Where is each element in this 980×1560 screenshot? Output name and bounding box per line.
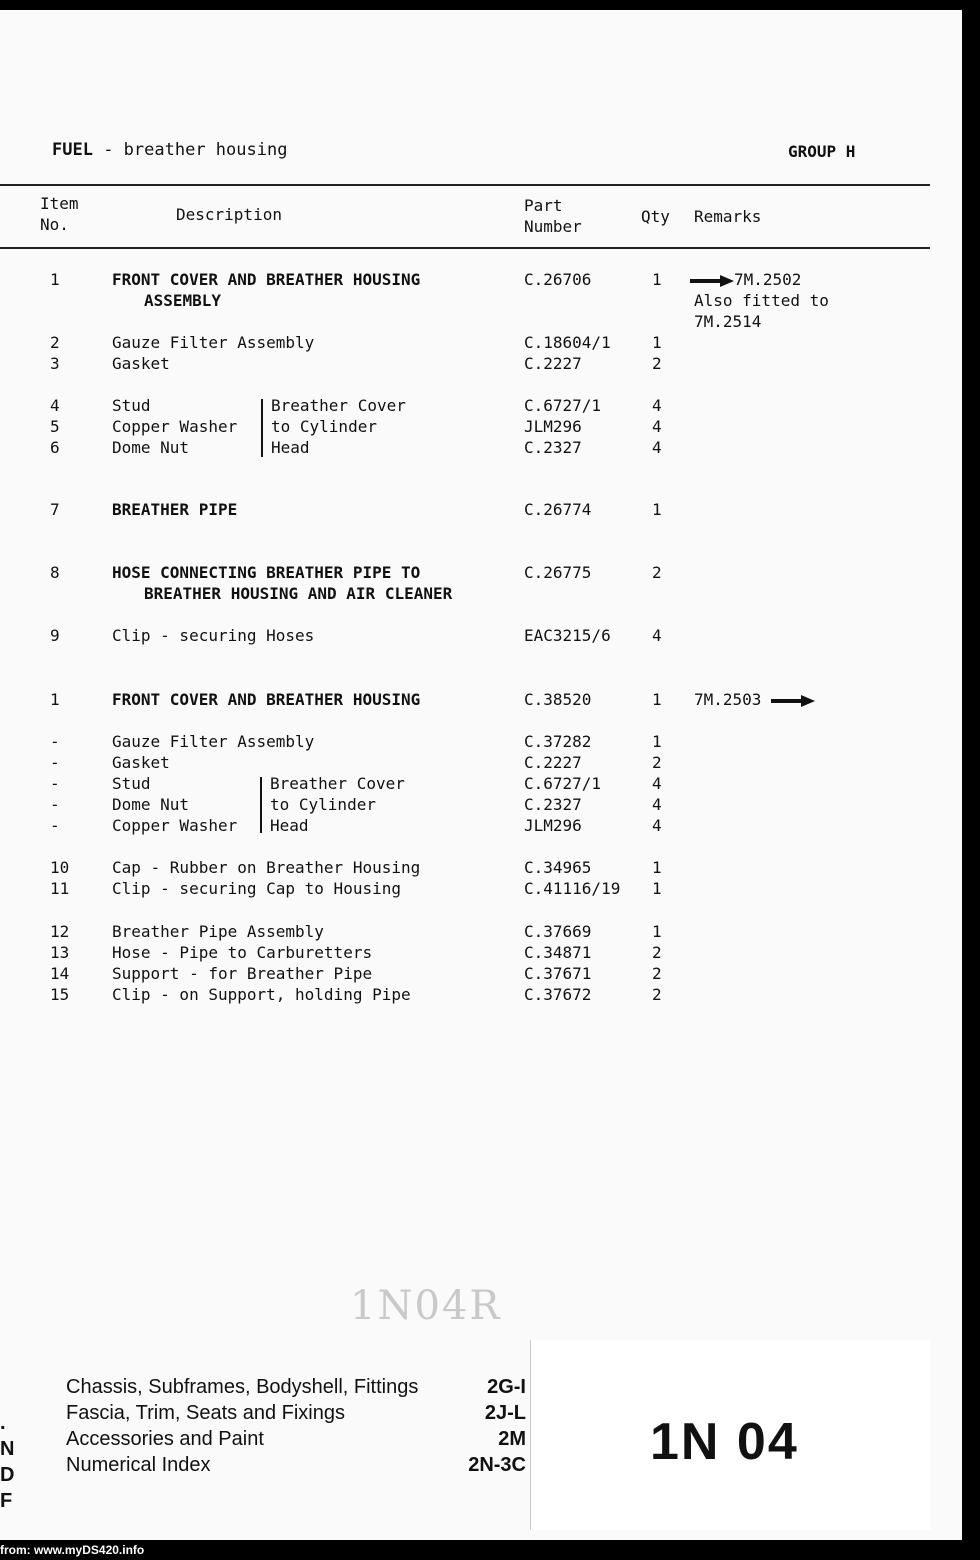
index-code: 2J-L xyxy=(484,1402,526,1424)
bracket-note-b-2: to Cylinder xyxy=(270,795,376,814)
part-description: Copper Washer xyxy=(112,417,238,436)
part-number: JLM296 xyxy=(524,816,582,835)
item-number: 13 xyxy=(50,943,70,962)
col-remarks: Remarks xyxy=(694,207,762,226)
quantity: 2 xyxy=(652,964,662,983)
index-row xyxy=(66,1428,526,1454)
item-number: - xyxy=(50,753,60,772)
part-description: FRONT COVER AND BREATHER HOUSING xyxy=(112,690,421,709)
header-rule-bottom xyxy=(0,247,930,249)
handwritten-mark: 1N04R xyxy=(350,1283,502,1329)
item-number: - xyxy=(50,774,60,793)
item-number: 10 xyxy=(50,858,70,877)
part-number: C.34871 xyxy=(524,943,592,962)
quantity: 1 xyxy=(652,922,662,941)
part-number: C.37282 xyxy=(524,732,592,751)
item-number: 12 xyxy=(50,922,70,941)
part-description: Gasket xyxy=(112,753,170,772)
part-number: EAC3215/6 xyxy=(524,626,611,645)
part-number: C.26774 xyxy=(524,500,592,519)
remark-text: 7M.2514 xyxy=(694,312,762,331)
col-description: Description xyxy=(176,205,282,224)
quantity: 4 xyxy=(652,438,662,457)
item-number: 15 xyxy=(50,985,70,1004)
part-number: C.26775 xyxy=(524,563,592,582)
quantity: 4 xyxy=(652,626,662,645)
part-description-cont: BREATHER HOUSING AND AIR CLEANER xyxy=(144,584,453,603)
quantity: 2 xyxy=(652,943,662,962)
quantity: 1 xyxy=(652,500,662,519)
part-number: C.26706 xyxy=(524,270,592,289)
part-description: Cap - Rubber on Breather Housing xyxy=(112,858,421,877)
quantity: 1 xyxy=(652,732,662,751)
quantity: 4 xyxy=(652,816,662,835)
index-row xyxy=(66,1402,526,1428)
section-index xyxy=(66,1376,526,1480)
item-number: 3 xyxy=(50,354,60,373)
section-title: FUEL xyxy=(52,140,93,160)
page-heading xyxy=(52,140,287,160)
part-number: C.6727/1 xyxy=(524,396,602,415)
header-rule-top xyxy=(0,184,930,186)
item-number: 2 xyxy=(50,333,60,352)
part-description: Gauze Filter Assembly xyxy=(112,732,315,751)
part-description: FRONT COVER AND BREATHER HOUSING xyxy=(112,270,421,289)
quantity: 2 xyxy=(652,985,662,1004)
bracket-note-a-3: Head xyxy=(271,438,310,457)
part-number: C.18604/1 xyxy=(524,333,611,352)
item-number: 1 xyxy=(50,270,60,289)
index-row xyxy=(66,1376,526,1402)
part-description: Clip - securing Cap to Housing xyxy=(112,879,401,898)
bracket-note-b-3: Head xyxy=(270,816,309,835)
part-description: HOSE CONNECTING BREATHER PIPE TO xyxy=(112,563,421,582)
part-description: Stud xyxy=(112,774,151,793)
part-description-cont: ASSEMBLY xyxy=(144,291,222,310)
quantity: 1 xyxy=(652,270,662,289)
part-description: BREATHER PIPE xyxy=(112,500,238,519)
part-description: Dome Nut xyxy=(112,438,190,457)
edge-letter: F xyxy=(0,1490,13,1512)
part-number: C.2227 xyxy=(524,753,582,772)
col-item: Item No. xyxy=(40,194,79,234)
col-part-number: Part Number xyxy=(524,196,582,236)
col-qty: Qty xyxy=(641,207,670,226)
edge-letter: . xyxy=(0,1412,6,1434)
part-description: Gauze Filter Assembly xyxy=(112,333,315,352)
item-number: - xyxy=(50,795,60,814)
bracket-note-a-2: to Cylinder xyxy=(271,417,377,436)
quantity: 4 xyxy=(652,417,662,436)
item-number: 6 xyxy=(50,438,60,457)
part-description: Clip - on Support, holding Pipe xyxy=(112,985,411,1004)
part-description: Clip - securing Hoses xyxy=(112,626,315,645)
part-description: Breather Pipe Assembly xyxy=(112,922,324,941)
part-number: C.37672 xyxy=(524,985,592,1004)
index-label: Accessories and Paint xyxy=(66,1428,264,1450)
quantity: 1 xyxy=(652,879,662,898)
index-code: 2N-3C xyxy=(468,1454,526,1476)
remark-text: 7M.2502 xyxy=(734,270,802,289)
quantity: 1 xyxy=(652,333,662,352)
quantity: 4 xyxy=(652,774,662,793)
bracket-note-a-1: Breather Cover xyxy=(271,396,406,415)
item-number: 4 xyxy=(50,396,60,415)
section-subtitle: - breather housing xyxy=(103,140,288,160)
part-description: Hose - Pipe to Carburetters xyxy=(112,943,373,962)
index-code: 2M xyxy=(498,1428,526,1450)
part-number: C.37671 xyxy=(524,964,592,983)
quantity: 2 xyxy=(652,563,662,582)
quantity: 1 xyxy=(652,858,662,877)
part-description: Dome Nut xyxy=(112,795,190,814)
item-number: 9 xyxy=(50,626,60,645)
edge-letters xyxy=(0,1410,14,1514)
edge-letter: N xyxy=(0,1438,15,1460)
fiche-id: 1N 04 xyxy=(650,1413,799,1471)
item-number: - xyxy=(50,732,60,751)
quantity: 2 xyxy=(652,354,662,373)
arrow-right-icon xyxy=(771,695,815,707)
quantity: 2 xyxy=(652,753,662,772)
remark-text: Also fitted to xyxy=(694,291,829,310)
part-number: C.34965 xyxy=(524,858,592,877)
quantity: 4 xyxy=(652,795,662,814)
item-number: 14 xyxy=(50,964,70,983)
remark-text: 7M.2503 xyxy=(694,690,762,709)
index-code: 2G-I xyxy=(487,1376,526,1398)
index-label: Numerical Index xyxy=(66,1454,211,1476)
source-footer: from: www.myDS420.info xyxy=(0,1543,145,1557)
part-number: C.37669 xyxy=(524,922,592,941)
group-label: GROUP H xyxy=(788,142,856,161)
part-description: Stud xyxy=(112,396,151,415)
item-number: - xyxy=(50,816,60,835)
quantity: 1 xyxy=(652,690,662,709)
part-number: C.2327 xyxy=(524,438,582,457)
index-label: Fascia, Trim, Seats and Fixings xyxy=(66,1402,345,1424)
item-number: 11 xyxy=(50,879,70,898)
part-description: Copper Washer xyxy=(112,816,238,835)
remark-row-10 xyxy=(694,689,815,710)
arrow-right-icon xyxy=(690,275,734,287)
edge-letter: D xyxy=(0,1464,15,1486)
item-number: 8 xyxy=(50,563,60,582)
index-row xyxy=(66,1454,526,1480)
part-number: C.41116/19 xyxy=(524,879,621,898)
part-number: C.2227 xyxy=(524,354,582,373)
part-number: C.38520 xyxy=(524,690,592,709)
item-number: 1 xyxy=(50,690,60,709)
bracket-line-1 xyxy=(261,399,263,457)
remark-row-1 xyxy=(690,269,801,290)
part-number: C.2327 xyxy=(524,795,582,814)
part-number: C.6727/1 xyxy=(524,774,602,793)
part-description: Gasket xyxy=(112,354,170,373)
quantity: 4 xyxy=(652,396,662,415)
bracket-note-b-1: Breather Cover xyxy=(270,774,405,793)
index-label: Chassis, Subframes, Bodyshell, Fittings xyxy=(66,1376,419,1398)
part-description: Support - for Breather Pipe xyxy=(112,964,373,983)
item-number: 7 xyxy=(50,500,60,519)
item-number: 5 xyxy=(50,417,60,436)
part-number: JLM296 xyxy=(524,417,582,436)
bracket-line-2 xyxy=(260,777,262,833)
